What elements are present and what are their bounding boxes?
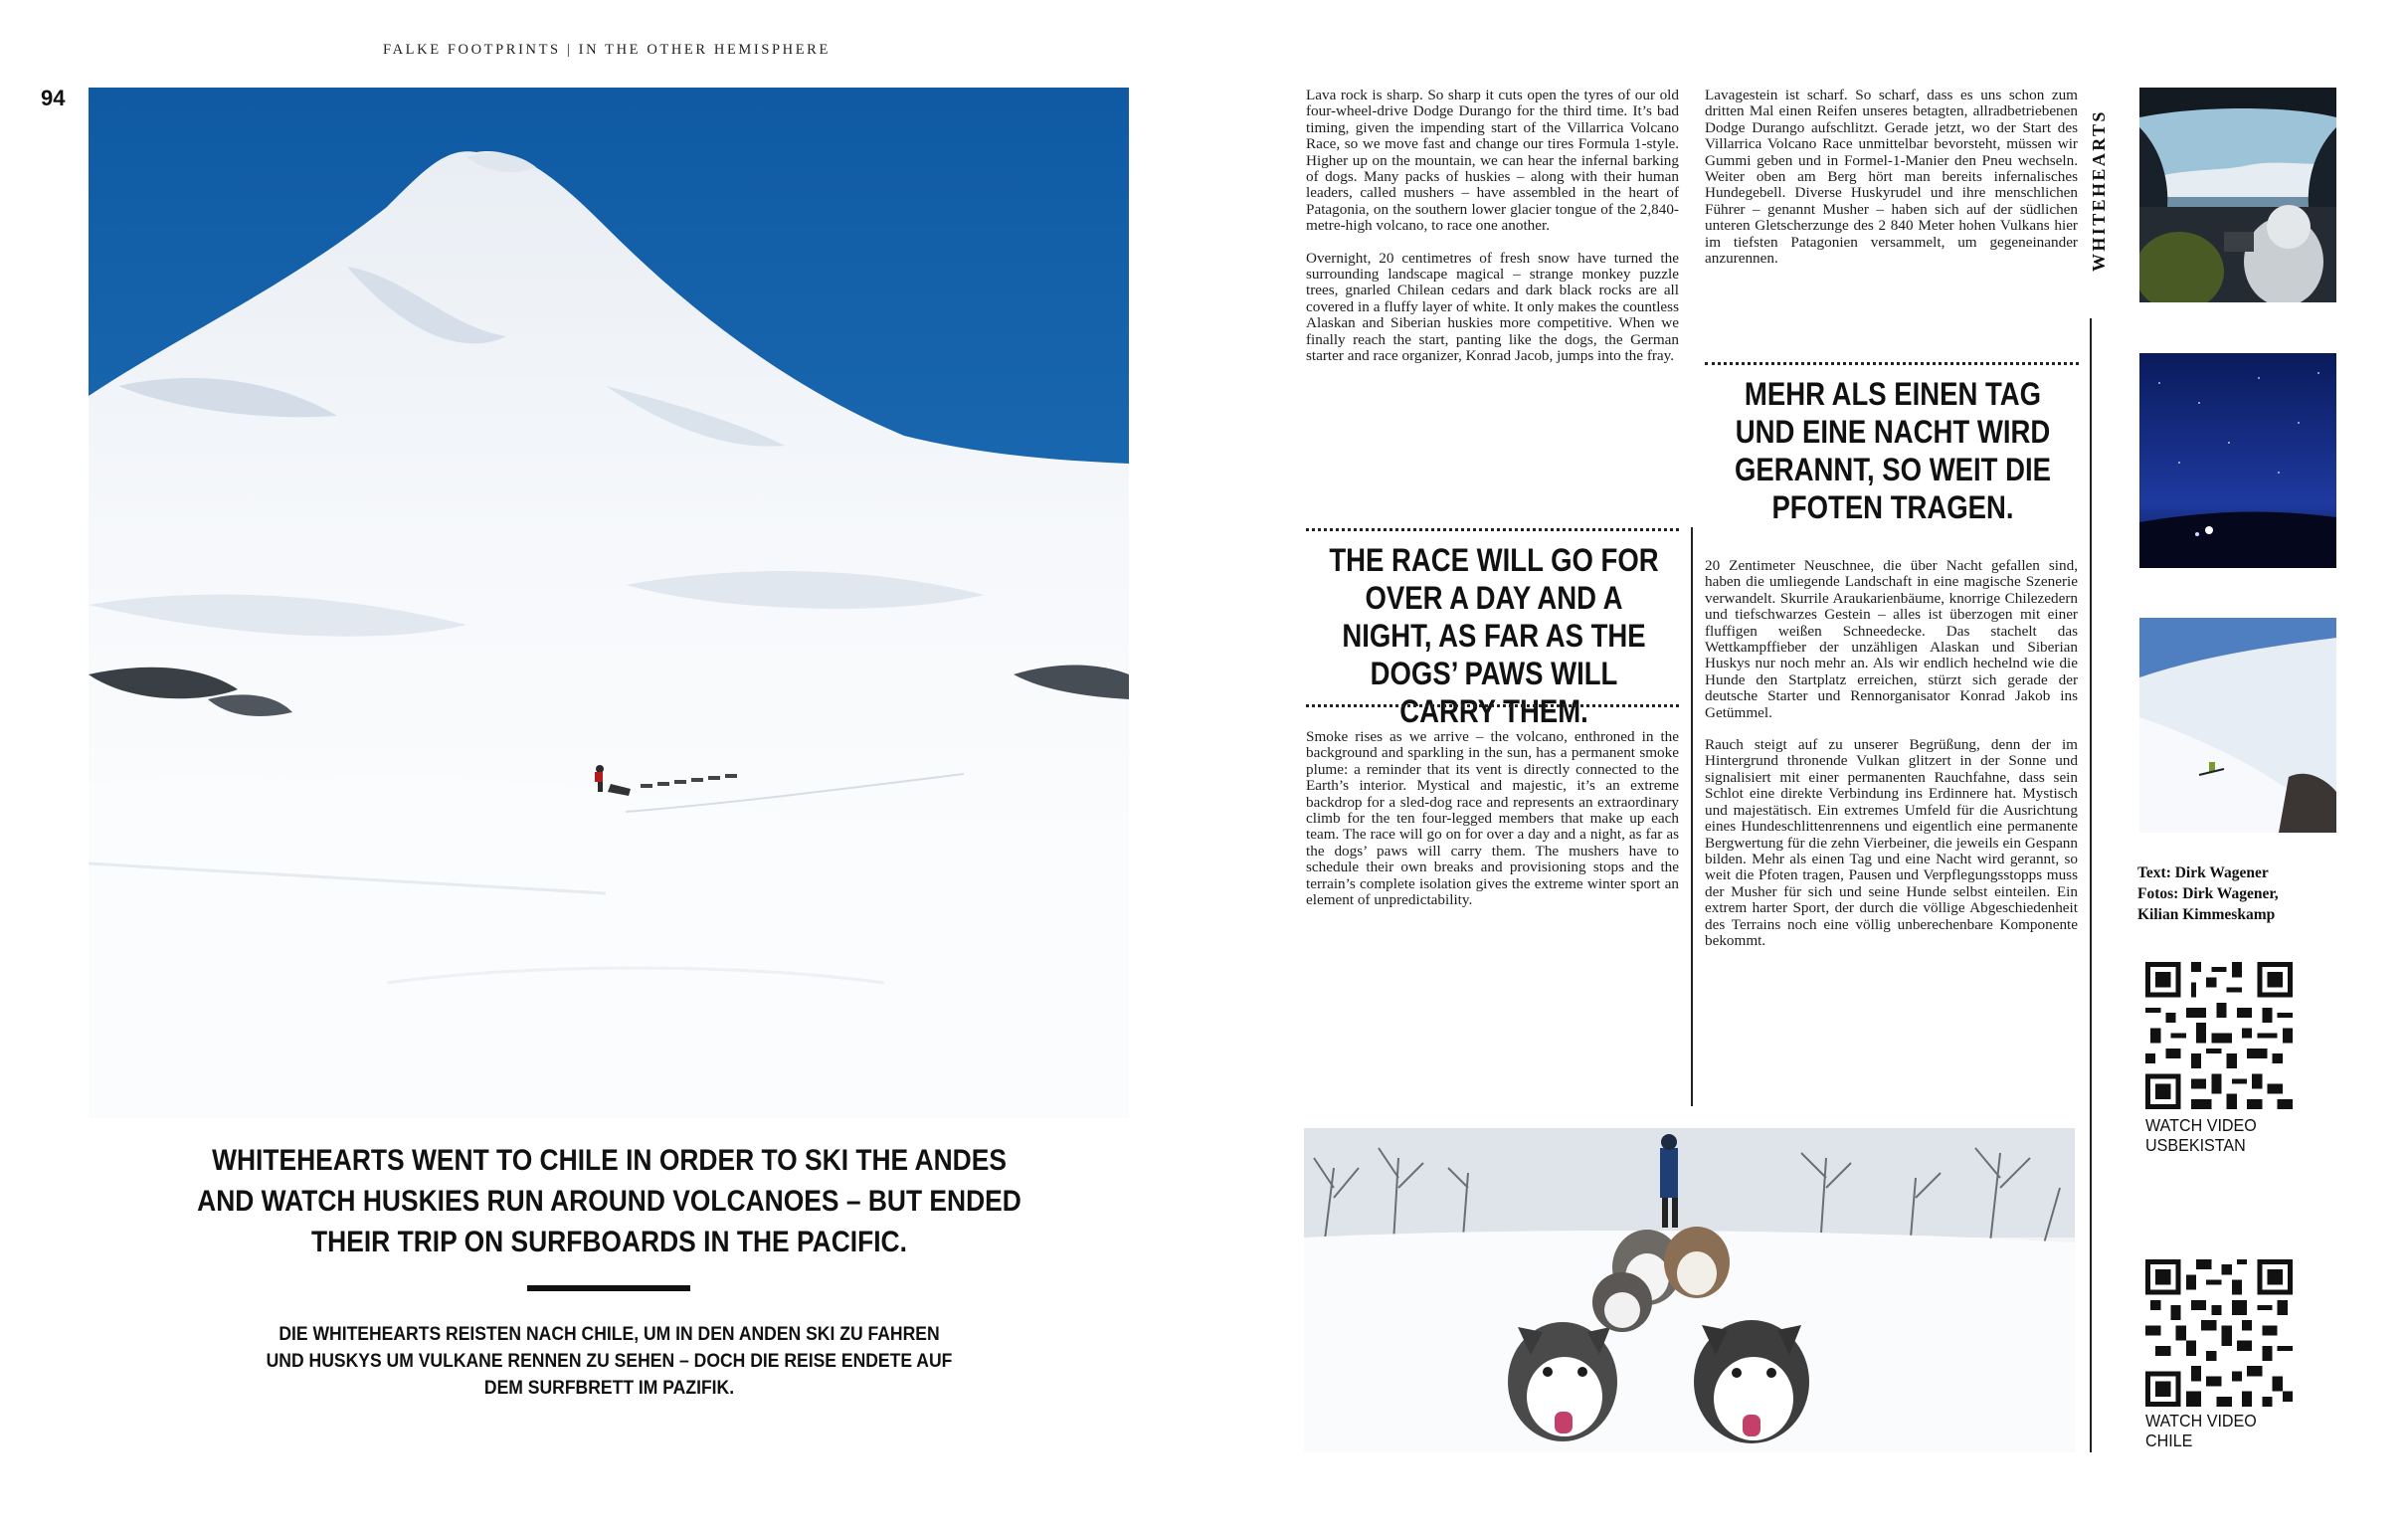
dotted-rule	[1306, 528, 1679, 531]
sidebar-rule	[2090, 318, 2092, 1452]
qr1-caption-line-1: WATCH VIDEO	[2145, 1115, 2257, 1135]
helicopter-cockpit-icon	[2139, 88, 2336, 302]
pull-quote-english: THE RACE WILL GO FOR OVER A DAY AND A NIGHT, AS FAR AS THE DOGS’ PAWS WILL CARRY THEM.	[1329, 542, 1659, 729]
english-column-top	[1306, 88, 1679, 381]
headline-english: WHITEHEARTS WENT TO CHILE IN ORDER TO SKI THE ANDES AND WATCH HUSKIES RUN AROUND VOLCANOES – BUT ENDED THEIR TRIP ON SURFBOARDS IN THE PACIFIC.	[197, 1144, 1021, 1258]
pull-quote-german: MEHR ALS EINEN TAG UND EINE NACHT WIRD GERANNT, SO WEIT DIE PFOTEN TRAGEN.	[1734, 376, 2052, 525]
night-sky-icon	[2139, 353, 2336, 568]
credits-photos-line-1: Fotos: Dirk Wagener,	[2137, 885, 2279, 902]
german-column-bottom	[1705, 558, 2078, 965]
night-sky-thumbnail	[2139, 353, 2336, 568]
english-paragraph-3: Smoke rises as we arrive – the volcano, enthroned in the background and sparkling in the sun, has a permanent smoke plume: a reminder that its vent is directly connected to the Earth’s interior. Mystical and majestic, it’s an extreme backdrop for a sled-dog race and represents an extraordinary climb for the ten four-legged members that make up each team. The race will go on for over a day and a night, as far as the dogs’ paws will carry them. The mushers have to schedule their own breaks and provisioning stops and the terrain’s complete isolation gives the extreme winter sport an element of unpredictability.	[1306, 728, 1679, 909]
qr-code-usbekistan-icon[interactable]	[2145, 962, 2293, 1109]
running-head: FALKE FOOTPRINTS | IN THE OTHER HEMISPHERE	[383, 42, 831, 58]
qr2-caption-line-1: WATCH VIDEO	[2145, 1411, 2257, 1431]
english-column-bottom	[1306, 729, 1679, 924]
hero-photo	[89, 88, 1129, 1118]
watch-video-usbekistan-link[interactable]	[2145, 1115, 2257, 1155]
german-paragraph-2: 20 Zentimeter Neuschnee, die über Nacht gefallen sind, haben die umliegende Landschaft in eine magische Szenerie verwandelt. Skurrile Araukarienbäume, knorrige Chilezedern und tiefschwarzes Gestein – alles ist überzogen mit einer fluffigen weißen Schneedecke. Das stachelt das Wettkampffieber der unzähligen Alaskan und Siberian Huskys nur noch mehr an. Als wir endlich hechelnd wie die Hunde den Startplatz erreichen, stürzt sich gerade der deutsche Starter und Rennorganisator Konrad Jakob ins Getümmel.	[1705, 557, 2078, 721]
volcano-sled-dog-icon	[89, 88, 1129, 1118]
qr1-caption-line-2: USBEKISTAN	[2145, 1135, 2246, 1155]
german-paragraph-1: Lavagestein ist scharf. So scharf, dass es uns schon zum dritten Mal einen Reifen unseres betagten, allradbetriebenen Dodge Durango aufschlitzt. Gerade jetzt, wo der Start des Villarrica Volcano Race unmittelbar bevorsteht, müssen wir Gummi geben und in Formel-1-Manier den Pneu wechseln. Weiter oben am Berg hört man bereits infernalisches Hundegebell. Diverse Huskyrudel und ihre menschlichen Führer – genannt Musher – haben sich auf der südlichen unteren Gletscherzunge des 2 840 Meter hohen Vulkans hier im tiefsten Patagonien versammelt, um gegeneinander anzurennen.	[1705, 87, 2078, 268]
dotted-rule	[1705, 362, 2079, 365]
credits-text: Text: Dirk Wagener	[2137, 864, 2269, 881]
headline-german: DIE WHITEHEARTS REISTEN NACH CHILE, UM IN DEN ANDEN SKI ZU FAHREN UND HUSKYS UM VULKANE RENNEN ZU SEHEN – DOCH DIE REISE ENDETE AUF DEM SURFBRETT IM PAZIFIK.	[266, 1323, 953, 1399]
husky-team-photo	[1304, 1128, 2075, 1452]
german-paragraph-3: Rauch steigt auf zu unserer Begrüßung, denn der im Hintergrund thronende Vulkan glitzert in der Sonne und signalisiert mit einer permanenten Rauchfahne, dass sein Schlot eine direkte Verbindung ins Erdinnere hat. Mystisch und majestätisch. Ein extremes Umfeld für die Ausrichtung eines Hundeschlittenrennens und eigentlich eine permanente Bergwertung für die zehn Vierbeiner, die jeweils ein Gespann bilden. Mehr als einen Tag und eine Nacht wird gerannt, so weit die Pfoten tragen, Pausen und Verpflegungsstopps muss der Musher für sich und seine Hunde selbst einteilen. Ein extrem harter Sport, der durch die völlige Abgeschiedenheit des Terrains noch eine völlig unberechenbare Komponente bekommt.	[1705, 736, 2078, 949]
watch-video-chile-link[interactable]	[2145, 1411, 2257, 1450]
qr-code-chile-icon[interactable]	[2145, 1259, 2293, 1407]
skier-thumbnail	[2139, 618, 2336, 833]
page-number: 94	[41, 86, 66, 110]
helicopter-cockpit-thumbnail	[2139, 88, 2336, 302]
headline-divider	[527, 1285, 690, 1291]
dotted-rule	[1306, 704, 1679, 707]
german-column-top	[1705, 88, 2078, 283]
photo-credits	[2137, 862, 2279, 925]
column-divider	[1691, 527, 1693, 1106]
english-paragraph-1: Lava rock is sharp. So sharp it cuts open the tyres of our old four-wheel-drive Dodge Durango for the third time. It’s bad timing, given the impending start of the Villarrica Volcano Race, so we move fast and change our tires Formula 1-style. Higher up on the mountain, we can hear the infernal barking of dogs. Many packs of huskies – along with their human leaders, called mushers – have assembled in the heart of Patagonia, on the southern lower glacier tongue of the 2,840-metre-high volcano, to race one another.	[1306, 87, 1679, 235]
credits-photos-line-2: Kilian Kimmeskamp	[2137, 906, 2276, 923]
husky-team-icon	[1304, 1128, 2075, 1452]
qr2-caption-line-2: CHILE	[2145, 1431, 2193, 1450]
skier-icon	[2139, 618, 2336, 833]
section-label: WHITEHEARTS	[2089, 109, 2109, 272]
english-paragraph-2: Overnight, 20 centimetres of fresh snow have turned the surrounding landscape magical – strange monkey puzzle trees, gnarled Chilean cedars and dark black rocks are all covered in a fluffy layer of white. It only makes the countless Alaskan and Siberian huskies more competitive. When we finally reach the start, panting like the dogs, the German starter and race organizer, Konrad Jacob, jumps into the fray.	[1306, 249, 1679, 365]
